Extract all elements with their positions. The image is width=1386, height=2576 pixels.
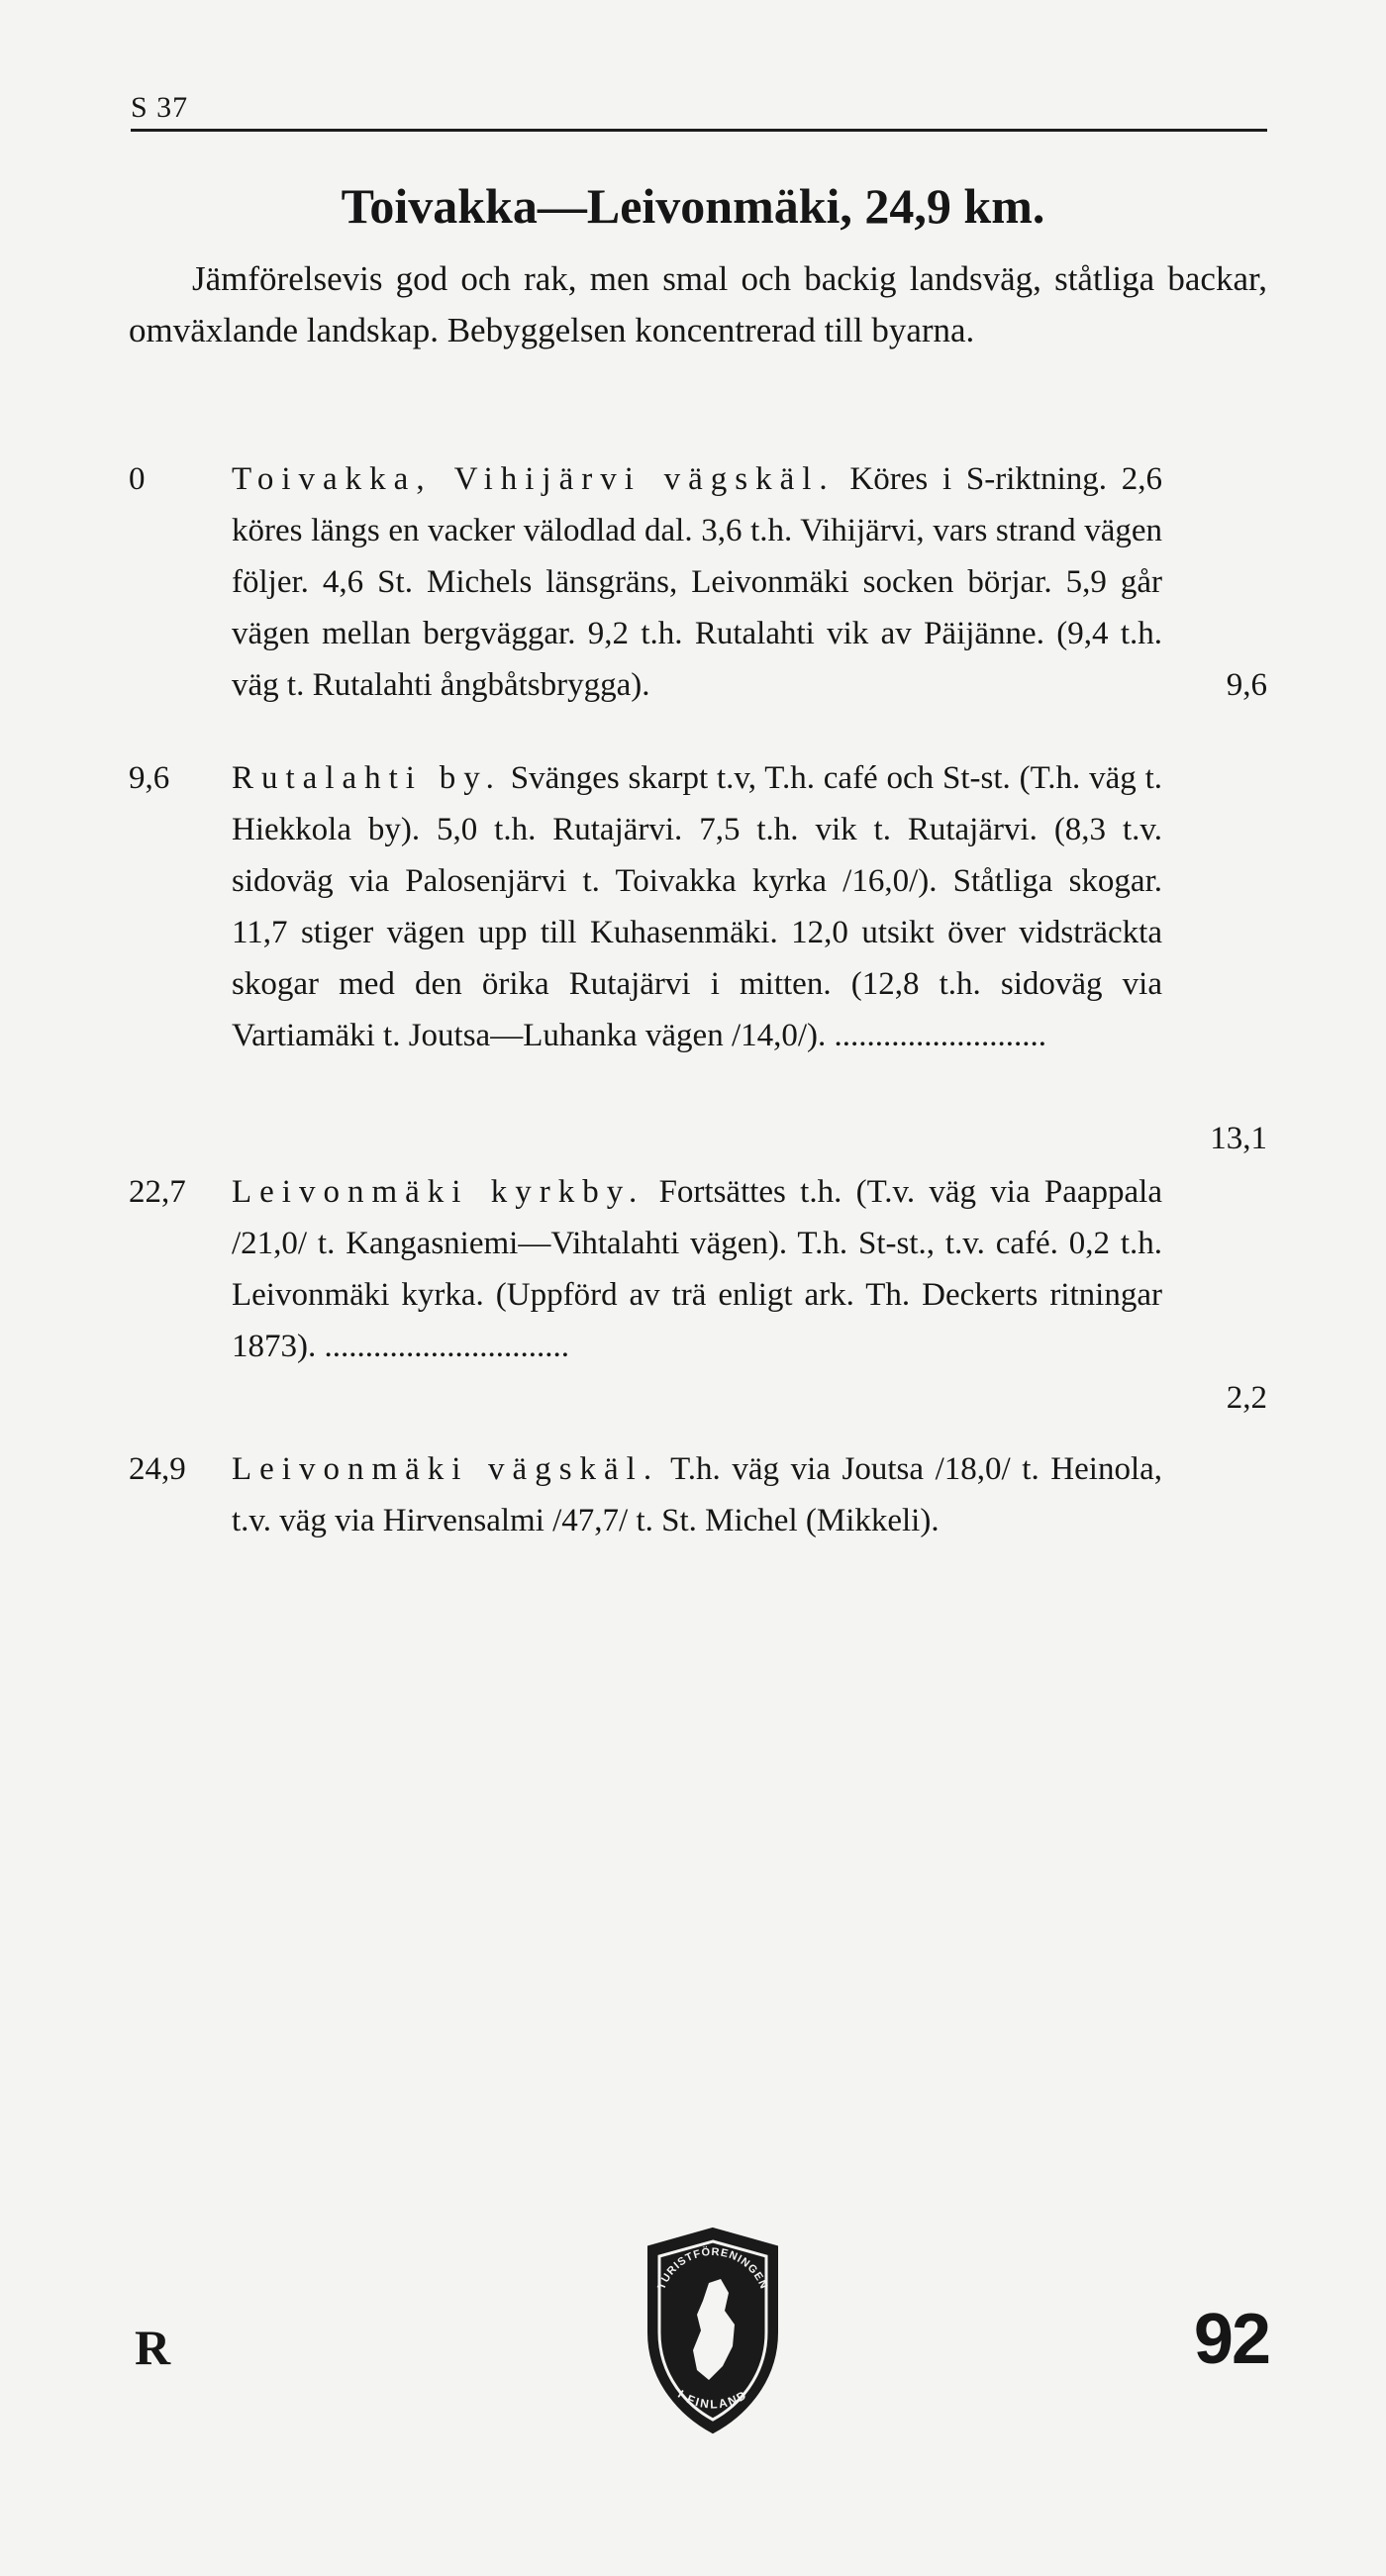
entry-text: Svänges skarpt t.v, T.h. café och St-st. (T.h. väg t. Hiekkola by). 5,0 t.h. Rutajärvi. 7,5 t.h. vik t. Rutajärvi. (8,3 t.v. sidoväg via Palosenjärvi t. Toivakka kyrka /16,0/). Ståtliga skogar. 11,7 stiger vägen upp till Kuhasenmäki. 12,0 utsikt över vidsträckta skogar med den örika Rutajärvi i mitten. (12,8 t.h. sidoväg via Vartiamäki t. Joutsa—Luhanka vägen /14,0/). ..........................	[232, 760, 1162, 1053]
entry-place: Toivakka, Vihijärvi vägskäl.	[232, 461, 836, 497]
entry-text: Fortsättes t.h. (T.v. väg via Paappala /21,0/ t. Kangasniemi—Vihtalahti vägen). T.h. St-st., t.v. café. 0,2 t.h. Leivonmäki kyrka. (Uppförd av trä enligt ark. Th. Deckerts ritningar 1873). ..............................	[232, 1174, 1162, 1364]
page-code: S 37	[131, 91, 189, 124]
entry-distance: 13,1	[1210, 1121, 1267, 1156]
entry-distance: 9,6	[1226, 667, 1267, 703]
turistforeningen-shield-icon	[640, 2222, 786, 2439]
entry-text: T.h. väg via Joutsa /18,0/ t. Heinola, t.v. väg via Hirvensalmi /47,7/ t. St. Michel (Mikkeli).	[232, 1451, 1163, 1538]
entry-km: 22,7	[129, 1174, 186, 1210]
entry-body	[232, 752, 1162, 1061]
entry-km: 0	[129, 461, 146, 497]
entry-body	[232, 453, 1162, 711]
entry-km: 24,9	[129, 1451, 186, 1487]
entry-body	[232, 1166, 1162, 1372]
route-intro: Jämförelsevis god och rak, men smal och backig landsväg, ståtliga backar, omväxlande landskap. Bebyggelsen koncentrerad till byarna.	[129, 259, 1267, 349]
header-rule	[131, 129, 1267, 132]
entry-place: Rutalahti by.	[232, 760, 502, 796]
entry-place: Leivonmäki kyrkby.	[232, 1174, 645, 1210]
entry-text: Köres i S-riktning. 2,6 köres längs en vacker välodlad dal. 3,6 t.h. Vihijärvi, vars strand vägen följer. 4,6 St. Michels länsgräns, Leivonmäki socken börjar. 5,9 går vägen mellan bergväggar. 9,2 t.h. Rutalahti vik av Päijänne. (9,4 t.h. väg t. Rutalahti ångbåtsbrygga).	[232, 461, 1162, 703]
entry-distance: 2,2	[1226, 1380, 1267, 1416]
page-number: 92	[1193, 2300, 1269, 2379]
emblem-text-bottom: I FINLAND	[675, 2387, 750, 2412]
entry-body	[232, 1443, 1162, 1546]
route-title: Toivakka—Leivonmäki, 24,9 km.	[341, 178, 1045, 234]
emblem-text-top: TURISTFÖRENINGEN	[655, 2245, 770, 2292]
entry-place: Leivonmäki vägskäl.	[232, 1451, 660, 1487]
signature-letter: R	[135, 2320, 171, 2375]
entry-km: 9,6	[129, 760, 170, 796]
